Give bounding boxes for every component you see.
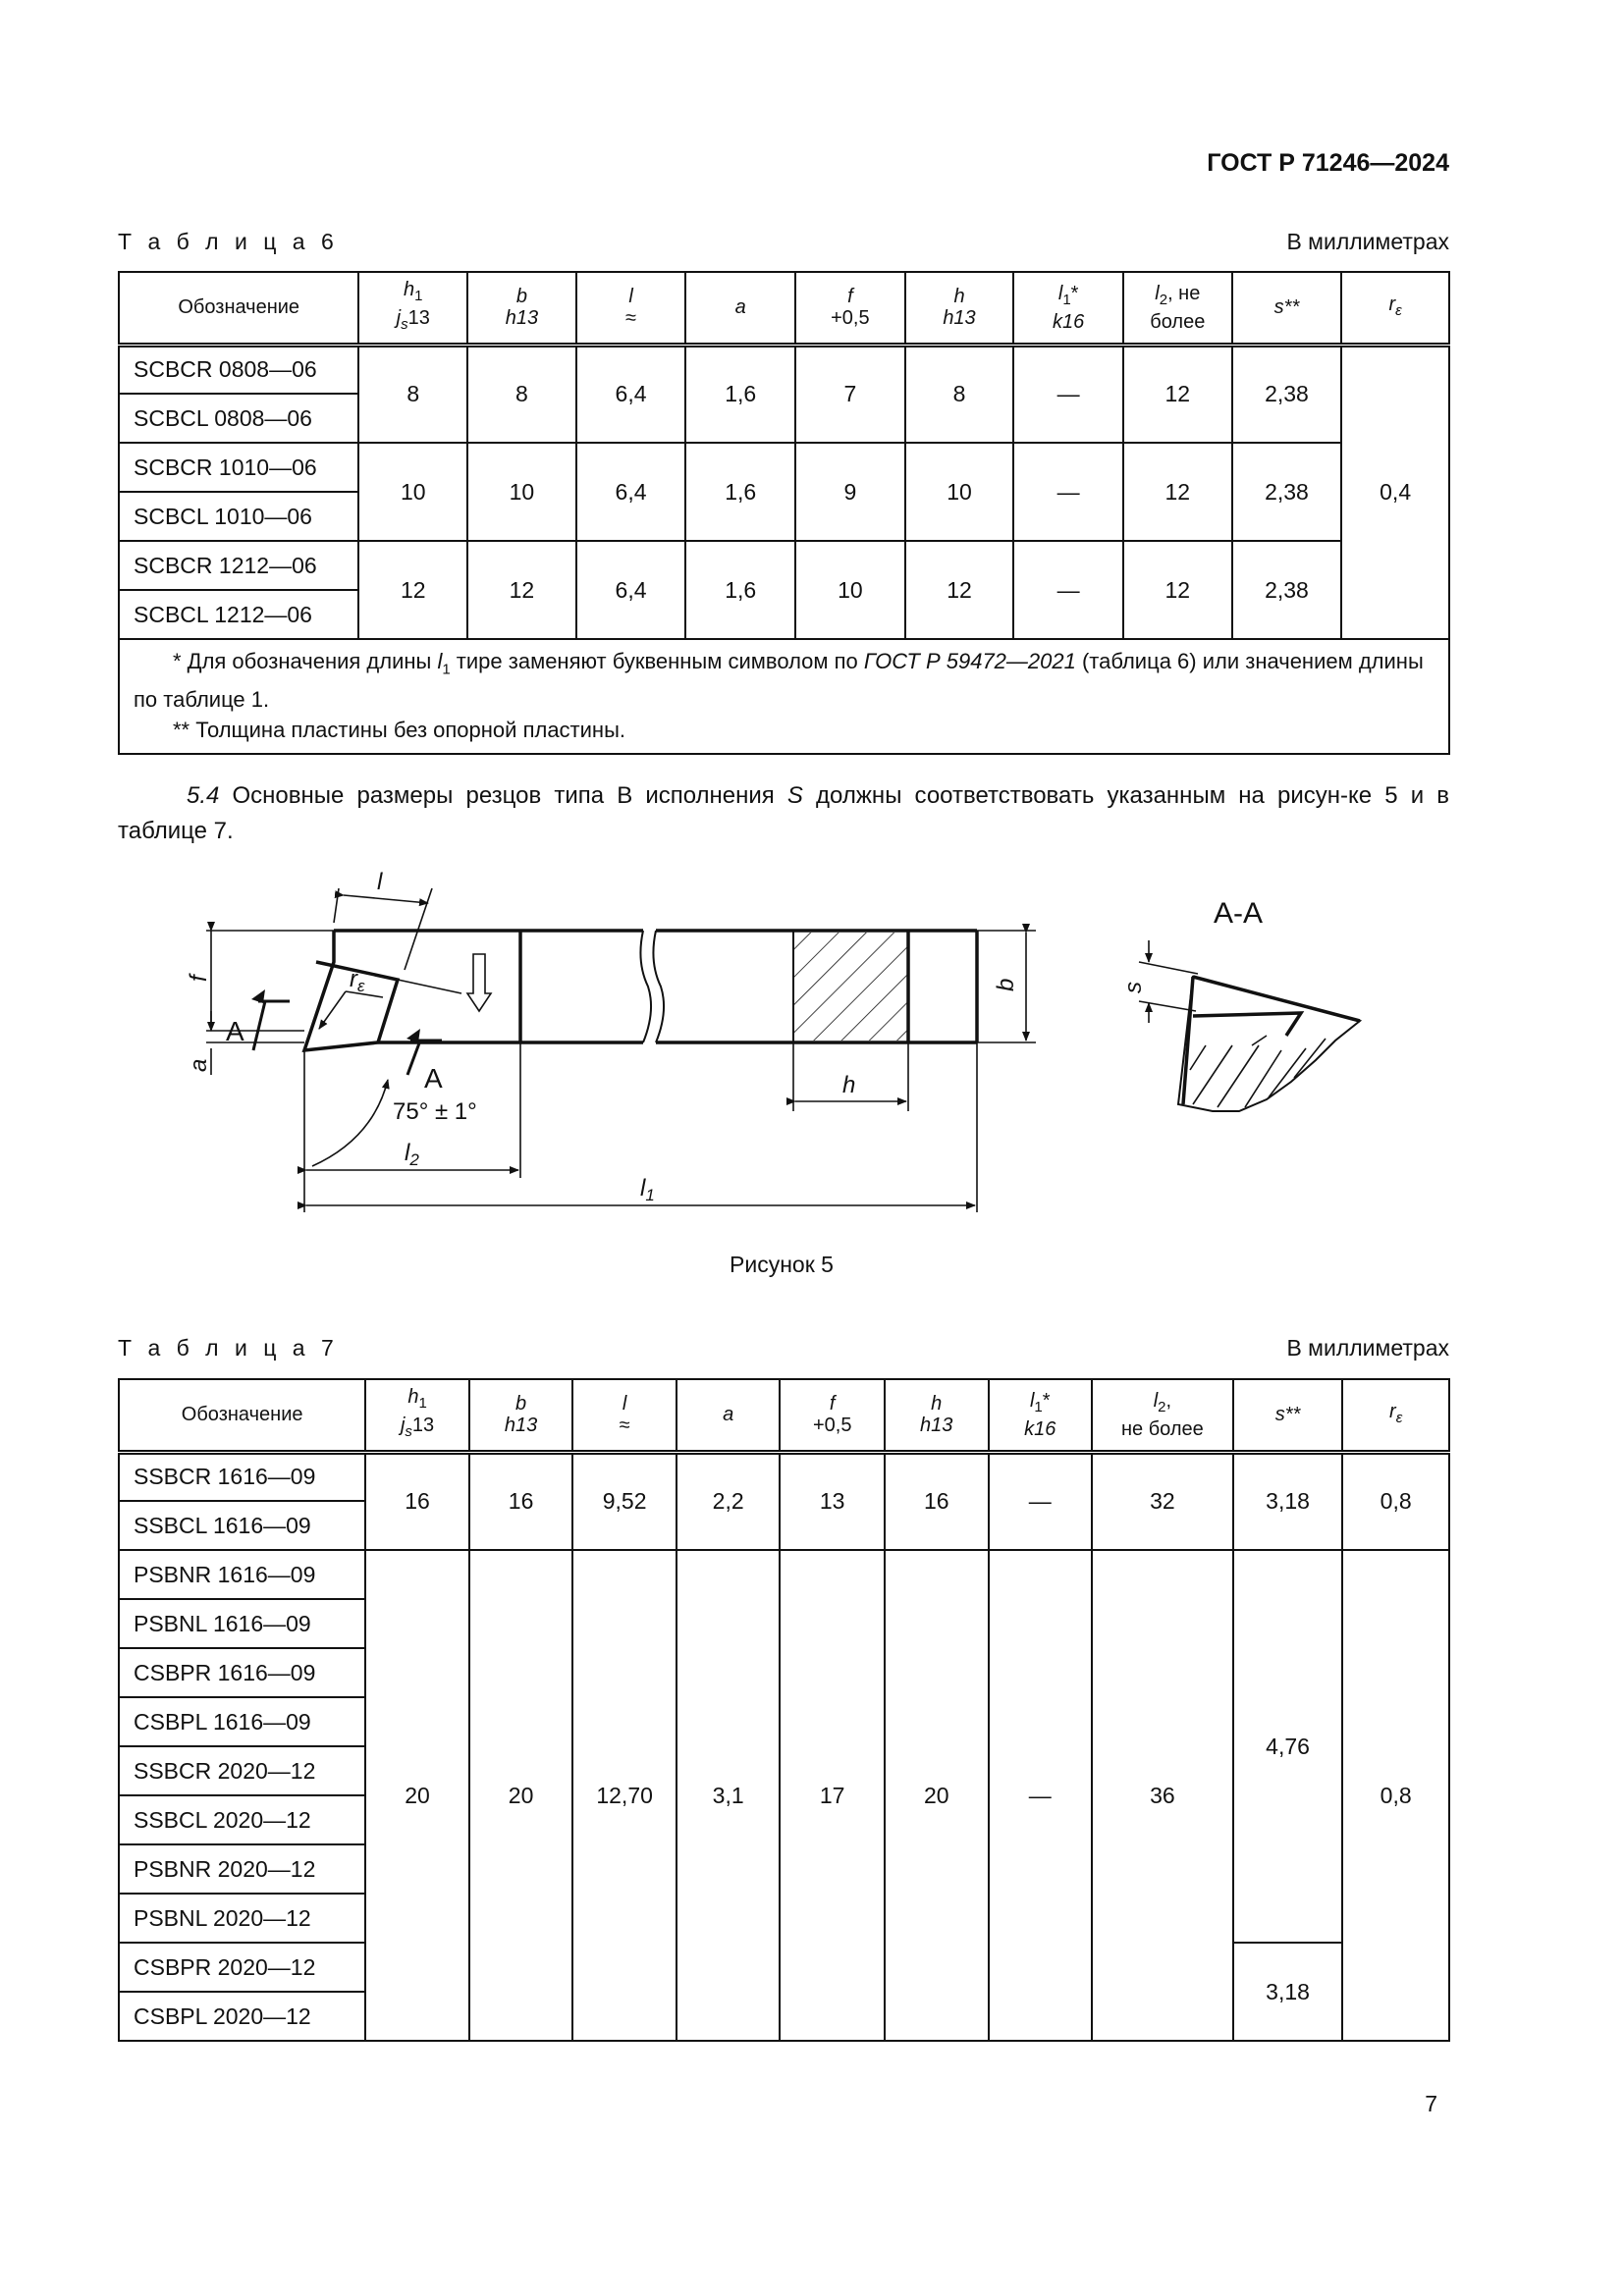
document-standard-number: ГОСТ Р 71246—2024 [1207, 149, 1449, 177]
table6 [118, 271, 1450, 755]
table-row: SCBCR 1212—06 12 12 6,4 1,6 10 12 — 12 2,38 [119, 541, 1449, 590]
table7-unit: В миллиметрах [1286, 1335, 1449, 1361]
col-a: a [677, 1379, 781, 1452]
col-f: f +0,5 [795, 272, 905, 345]
label-l2: $l_2$ [405, 1140, 419, 1169]
col-l2: $l_2$, не более [1123, 272, 1232, 345]
col-s: s** [1233, 1379, 1343, 1452]
col-h: h h13 [905, 272, 1014, 345]
label-b: b [993, 978, 1019, 991]
col-b: b h13 [469, 1379, 573, 1452]
table7 [118, 1378, 1450, 2042]
col-h: h h13 [885, 1379, 989, 1452]
label-l1: $l_1$ [640, 1175, 655, 1204]
col-re: $r_\varepsilon$ [1341, 272, 1449, 345]
table-row: SCBCL 0808—06 [119, 394, 1449, 443]
col-a: a [685, 272, 795, 345]
label-s: s [1120, 982, 1147, 993]
table-row: SSBCL 1616—09 [119, 1501, 1449, 1550]
table-row: SSBCL 2020—12 [119, 1795, 1449, 1844]
table6-unit: В миллиметрах [1286, 229, 1449, 254]
table-row: SCBCL 1010—06 [119, 492, 1449, 541]
col-designation: Обозначение [119, 1379, 365, 1452]
figure-5-caption: Рисунок 5 [730, 1252, 834, 1277]
table-row: PSBNL 1616—09 [119, 1599, 1449, 1648]
table-row: CSBPR 2020—12 3,18 [119, 1943, 1449, 1992]
table-row: CSBPL 2020—12 [119, 1992, 1449, 2041]
table-row: SCBCR 1010—06 10 10 6,4 1,6 9 10 — 12 2,38 [119, 443, 1449, 492]
table-row: PSBNL 2020—12 [119, 1894, 1449, 1943]
table-row: PSBNR 1616—09 20 20 12,70 3,1 17 20 — 36 4,76 0,8 [119, 1550, 1449, 1599]
label-A-right: A [424, 1063, 443, 1094]
col-l: l ≈ [572, 1379, 677, 1452]
col-designation: Обозначение [119, 272, 358, 345]
label-f: f [186, 975, 212, 982]
label-A-left: A [226, 1016, 244, 1046]
label-section-a-a: A-A [1214, 897, 1264, 930]
col-l1: $l_1*$ k16 [1013, 272, 1123, 345]
table-row: CSBPR 1616—09 [119, 1648, 1449, 1697]
col-h1: $h_1$ $j_s13$ [365, 1379, 469, 1452]
col-l: l ≈ [576, 272, 686, 345]
table6-notes: * Для обозначения длины $l_1$ тире заменяют буквенным символом по ГОСТ Р 59472—2021 (таблица 6) или значением длины по таблице 1. ** Толщина пластины без опорной пластины. [119, 639, 1449, 754]
re-value: 0,4 [1341, 345, 1449, 639]
figure-5-drawing [0, 854, 1624, 1247]
table-row: SSBCR 2020—12 [119, 1746, 1449, 1795]
label-angle: 75° ± 1° [393, 1098, 477, 1125]
label-h: h [842, 1072, 856, 1098]
table7-caption: Т а б л и ц а 7 [118, 1335, 339, 1361]
col-f: f +0,5 [780, 1379, 885, 1452]
col-l2: $l_2$, не более [1092, 1379, 1233, 1452]
table-row: PSBNR 2020—12 [119, 1844, 1449, 1894]
table-row: CSBPL 1616—09 [119, 1697, 1449, 1746]
paragraph-5-4: 5.4 Основные размеры резцов типа В исполнения S должны соответствовать указанным на рисун-ке 5 и в таблице 7. [118, 782, 1449, 844]
hatched-section [793, 933, 908, 1041]
page-number: 7 [1425, 2091, 1437, 2116]
label-a: a [186, 1058, 212, 1072]
col-l1: $l_1*$ k16 [989, 1379, 1093, 1452]
col-s: s** [1232, 272, 1342, 345]
label-l: l [377, 869, 383, 895]
table-row: SCBCR 0808—06 8 8 6,4 1,6 7 8 — 12 2,38 0,4 [119, 345, 1449, 394]
table6-caption: Т а б л и ц а 6 [118, 229, 339, 254]
table-row: SCBCL 1212—06 [119, 590, 1449, 639]
table-row: SSBCR 1616—09 16 16 9,52 2,2 13 16 — 32 3,18 0,8 [119, 1452, 1449, 1501]
label-re: $r_\varepsilon$ [350, 966, 365, 995]
col-h1: $h_1$ $j_s13$ [358, 272, 467, 345]
section-a-a-drawing [1139, 940, 1360, 1111]
col-b: b h13 [467, 272, 576, 345]
col-re: $r_\varepsilon$ [1342, 1379, 1449, 1452]
